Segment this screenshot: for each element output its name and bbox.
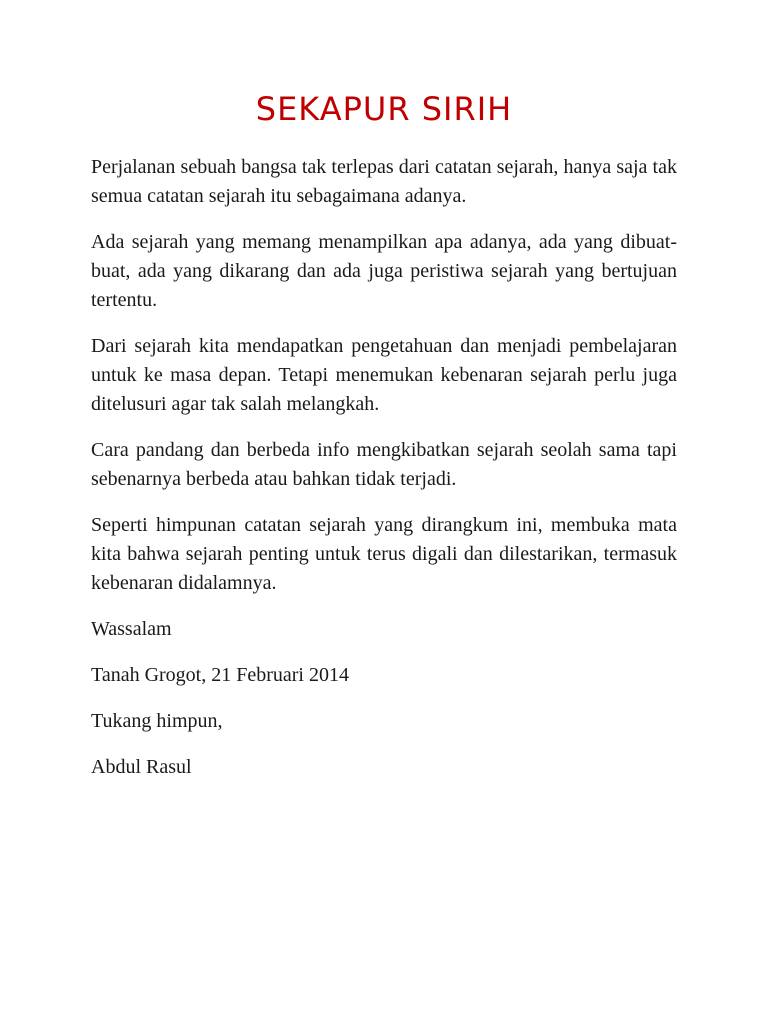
paragraph-2: Ada sejarah yang memang menampilkan apa adanya, ada yang dibuat-buat, ada yang dikarang dan ada juga peristiwa sejarah yang bertujuan tertentu. — [91, 231, 677, 311]
paragraph-1: Perjalanan sebuah bangsa tak terlepas dari catatan sejarah, hanya saja tak semua catatan sejarah itu sebagaimana adanya. — [91, 156, 677, 207]
page-title: SEKAPUR SIRIH — [255, 90, 513, 128]
signer-name: Abdul Rasul — [91, 756, 192, 778]
paragraph-3: Dari sejarah kita mendapatkan pengetahuan dan menjadi pembelajaran untuk ke masa depan. Tetapi menemukan kebenaran sejarah perlu juga ditelusuri agar tak salah melangkah. — [91, 335, 677, 415]
closing-greeting: Wassalam — [91, 618, 172, 640]
paragraph-4: Cara pandang dan berbeda info mengkibatkan sejarah seolah sama tapi sebenarnya berbeda atau bahkan tidak terjadi. — [91, 439, 677, 490]
document-body — [91, 153, 677, 799]
signer-role: Tukang himpun, — [91, 710, 223, 732]
place-date: Tanah Grogot, 21 Februari 2014 — [91, 664, 349, 686]
paragraph-5: Seperti himpunan catatan sejarah yang dirangkum ini, membuka mata kita bahwa sejarah penting untuk terus digali dan dilestarikan, termasuk kebenaran didalamnya. — [91, 514, 677, 594]
